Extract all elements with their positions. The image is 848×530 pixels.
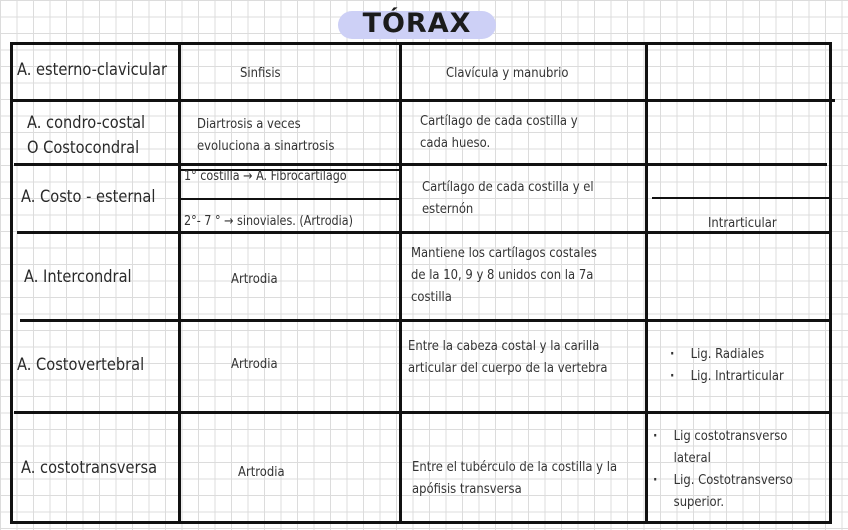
row-6-surfaces: [412, 456, 617, 500]
row-5-ligaments: [670, 343, 784, 387]
row-divider-2: [14, 163, 827, 166]
row-4-surfaces-line-2: de la 10, 9 y 8 unidos con la 7a: [411, 267, 594, 283]
row-3-surfaces: [422, 176, 594, 220]
row-3-ligaments: Intrarticular: [708, 215, 777, 231]
row-6-ligaments: [653, 425, 793, 513]
table-column-divider-3: [645, 42, 648, 524]
row-4-joint-name: A. Intercondral: [24, 267, 132, 287]
row-2-joint-name-line-2: O Costocondral: [27, 138, 140, 158]
row-3-joint-type-bottom: 2°- 7 ° → sinoviales. (Artrodia): [184, 214, 353, 229]
row-6-ligament-1-line-2: lateral: [673, 450, 711, 466]
row-2-joint-type-line-2: evoluciona a sinartrosis: [197, 138, 335, 154]
row-3-joint-type-top: 1° costilla → A. Fibrocartilago: [184, 169, 347, 184]
table-border-right: [829, 42, 832, 524]
row-4-joint-type: Artrodia: [231, 271, 278, 287]
row-2-joint-name: [27, 111, 145, 161]
row-6-ligament-2-line-1: · Lig. Costotransverso: [673, 472, 793, 488]
table-column-divider-2: [399, 42, 402, 524]
row-3-ligament-divider: [652, 197, 830, 199]
row-divider-4: [20, 319, 830, 322]
row-6-ligament-item: [653, 425, 793, 469]
row-6-surfaces-line-2: apófisis transversa: [412, 481, 522, 497]
row-4-surfaces: [411, 242, 597, 308]
row-6-ligament-2-line-2: superior.: [673, 494, 725, 510]
row-3-surfaces-line-2: esternón: [422, 201, 474, 217]
row-1-surfaces: Clavícula y manubrio: [446, 65, 569, 81]
table-border-top: [10, 42, 832, 45]
row-3-inner-divider: [181, 198, 399, 200]
row-3-surfaces-line-1: Cartílago de cada costilla y el: [422, 179, 594, 195]
row-6-surfaces-line-1: Entre el tubérculo de la costilla y la: [412, 459, 618, 475]
row-divider-1: [10, 99, 835, 102]
row-5-surfaces-line-1: Entre la cabeza costal y la carilla: [408, 338, 600, 354]
row-6-ligament-1-line-1: · Lig costotransverso: [673, 428, 788, 444]
row-5-joint-type: Artrodia: [231, 356, 278, 372]
page-title: TÓRAX: [362, 8, 472, 39]
row-2-joint-name-line-1: A. condro-costal: [27, 113, 146, 133]
row-6-joint-name: A. costotransversa: [21, 458, 158, 478]
row-2-joint-type-line-1: Diartrosis a veces: [197, 116, 301, 132]
table-border-left: [10, 42, 13, 524]
row-2-surfaces: [420, 110, 578, 154]
row-2-surfaces-line-2: cada hueso.: [420, 135, 491, 151]
table-border-bottom: [10, 521, 832, 524]
row-5-ligament-item: · Lig. Radiales: [670, 343, 784, 365]
row-2-surfaces-line-1: Cartílago de cada costilla y: [420, 113, 578, 129]
row-5-surfaces: [408, 335, 607, 379]
row-4-surfaces-line-1: Mantiene los cartílagos costales: [411, 245, 597, 261]
row-6-joint-type: Artrodia: [238, 464, 285, 480]
row-5-surfaces-line-2: articular del cuerpo de la vertebra: [408, 360, 608, 376]
row-1-joint-name: A. esterno-clavicular: [17, 60, 168, 80]
row-5-joint-name: A. Costovertebral: [17, 355, 145, 375]
row-2-joint-type: [197, 113, 334, 157]
row-3-joint-name: A. Costo - esternal: [21, 187, 156, 207]
row-4-surfaces-line-3: costilla: [411, 289, 452, 305]
table-column-divider-1: [178, 42, 181, 524]
row-6-ligament-item: [653, 469, 793, 513]
row-5-ligament-item: · Lig. Intrarticular: [670, 365, 784, 387]
row-divider-5: [14, 411, 829, 414]
row-1-joint-type: Sinfisis: [240, 65, 281, 81]
